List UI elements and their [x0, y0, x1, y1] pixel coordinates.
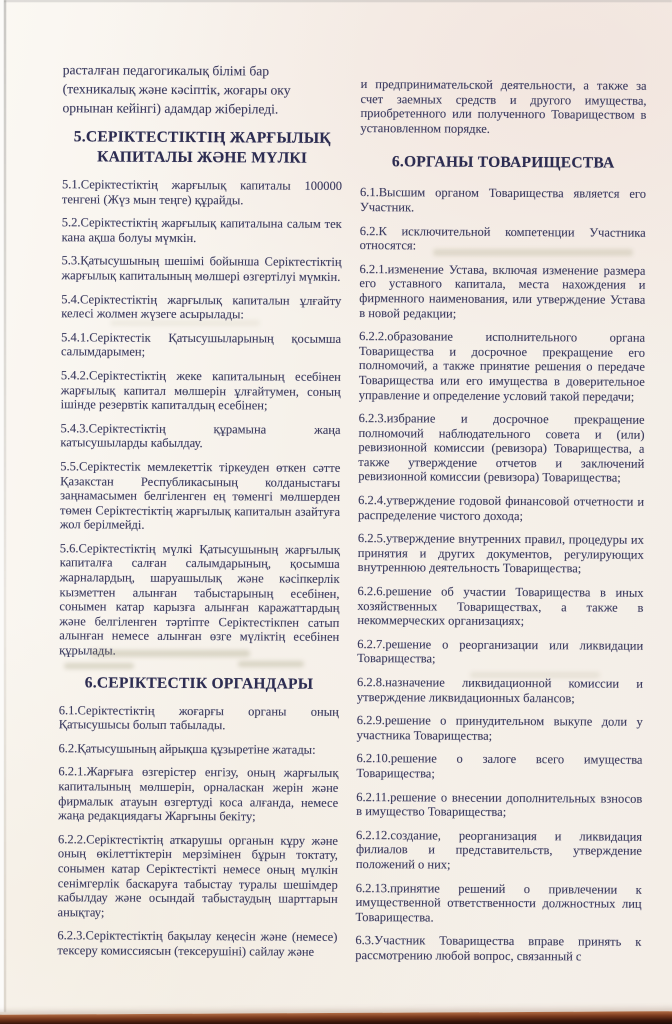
- bleed-through-smudge: [433, 249, 633, 256]
- photo-bottom-edge: [0, 1011, 672, 1024]
- left-column-kazakh: [57, 60, 343, 971]
- paragraph-intro-ru: и предпринимательской деятельности, а также за счет заемных средств и другого имущества, приобретенного или полученного Товариществом в установленном порядке.: [360, 77, 647, 136]
- section-5-heading: 5.СЕРІКТЕСТІКТІҢ ЖАРҒЫЛЫҚ КАПИТАЛЫ ЖӘНЕ МҮЛКІ: [73, 128, 331, 167]
- paragraph-6-2-1-kk: 6.2.1.Жарғыға өзгерістер енгізу, оның жарғылық капиталының мөлшерін, орналаскан жерін және фирмалык атауын өзгертуді коса алғанда, немесе жаңа редакциядағы Жарғыны бекіту;: [58, 764, 339, 824]
- paragraph-6-2-2-kk: 6.2.2.Серіктестіктің аткарушы органын кұру және оның өкілеттіктерін мерзімінен бұрын токтату, сонымен катар Серіктестікті немесе оның мүлкін сенімгерлік баскаруға табыстау туралы шешімдер кабылдау және осындай табыстаудың шарттарын анықтау;: [57, 831, 339, 920]
- paragraph-6-2-13-ru: 6.2.13.принятие решений о привлечении к имущественной ответственности должностных лиц Товарищества.: [355, 880, 642, 925]
- paragraph-6-1-kk: 6.1.Серіктестіктің жоғарғы органы оның Қатысушысы болып табылады.: [58, 702, 339, 733]
- paragraph-6-2-3-kk: 6.2.3.Серіктестіктің бақылау кеңесін және (немесе) тексеру комиссиясын (тексерушіні) сайлау және: [57, 928, 338, 959]
- paragraph-6-2-10-ru: 6.2.10.решение о залоге всего имущества Товарищества;: [356, 751, 643, 781]
- paragraph-5-3: 5.3.Қатысушының шешімі бойынша Серіктестіктің жарғылық капиталының мөлшері өзгертілуі мүмкін.: [61, 253, 342, 284]
- section-6-heading-russian: 6.ОРГАНЫ ТОВАРИЩЕСТВА: [391, 153, 615, 172]
- paragraph-5-2: 5.2.Серіктестіктің жарғылық капиталына салым тек кана ақша болуы мүмкін.: [61, 215, 342, 245]
- paragraph-6-2-5-ru: 6.2.5.утверждение внутренних правил, процедуры их принятия и других документов, регулирующих внутреннюю деятельность Товарищества;: [357, 531, 644, 576]
- page-left-edge: [4, 0, 6, 1012]
- paragraph-6-2-7-ru: 6.2.7.решение о реорганизации или ликвидации Товарищества;: [357, 636, 644, 666]
- paragraph-5-6: 5.6.Серіктестіктің мүлкі Қатысушының жарғылық капиталға салған салымдарының, қосымша жарналардың, шаруашылық және кәсіпкерлік кызметтен алынған табыстарының есебінен, сонымен катар карызға алынған каражаттардың және белгіленген тәртіпте Серіктестікпен сатып алынған немесе алынған өзге мүліктің есебінен құрылады.: [59, 541, 340, 658]
- paragraph-6-2-1-ru: 6.2.1.изменение Устава, включая изменение размера его уставного капитала, места нахождения и фирменного наименования, или утверждение Устава в новой редакции;: [359, 261, 646, 321]
- paragraph-5-5: 5.5.Серіктестік мемлекеттік тіркеуден өткен сәтте Қазакстан Республикасының колданыстағы заңнамасымен белгіленген ең төменгі мөлшерден төмен Серіктестіктің жарғылық капиталын азайтуға жол берілмейді.: [59, 459, 341, 533]
- bleed-through-smudge: [90, 650, 250, 657]
- bleed-through-smudge: [238, 661, 304, 667]
- section-6-heading-kazakh: 6.СЕРІКТЕСТІК ОРГАНДАРЫ: [84, 673, 314, 693]
- paragraph-6-2-3-ru: 6.2.3.избрание и досрочное прекращение полномочий наблюдательного совета и (или) ревизионной комиссии (ревизора) Товарищества, а также утверждение отчетов и заключений ревизионной комиссии (ревизора) Товарищества;: [358, 411, 645, 486]
- paragraph-5-4-2: 5.4.2.Серіктестіктің жеке капиталының есебінен жарғылық капитал мөлшерін ұлғайтумен, соның ішінде резервтік капиталдың есебінен;: [60, 368, 341, 413]
- paragraph-5-4: 5.4.Серіктестіктің жарғылық капиталын ұлғайту келесі жолмен жүзеге асырылады:: [61, 291, 342, 322]
- paragraph-6-2-9-ru: 6.2.9.решение о принудительном выкупе доли у участника Товарищества;: [356, 713, 643, 743]
- paragraph-intro-kk: расталған педагогикалық білімі бар (техникалық және кәсіптік, жоғары оку орнынан кейінгі) адамдар жіберіледі.: [62, 62, 291, 117]
- paragraph-6-2-4-ru: 6.2.4.утверждение годовой финансовой отчетности и распределение чистого дохода;: [357, 493, 645, 523]
- photo-top-edge: [0, 0, 672, 2]
- bleed-through-smudge: [110, 320, 260, 326]
- paragraph-6-1-ru: 6.1.Высшим органом Товарищества является его Участник.: [359, 185, 647, 215]
- paragraph-6-2-6-ru: 6.2.6.решение об участии Товарищества в иных хозяйственных Товариществах, а также в некоммерческих организациях;: [357, 584, 644, 629]
- paragraph-5-4-1: 5.4.1.Серіктестік Қатысушыларының қосымша салымдарымен;: [60, 329, 342, 360]
- paragraph-6-2-2-ru: 6.2.2.образование исполнительного органа Товарищества и досрочное прекращение его полномочий, а также принятие решения о передаче Товарищества или его имущества в доверительное управление и определение условий такой передачи;: [358, 329, 646, 404]
- paragraph-6-3-ru: 6.3.Участник Товарищества вправе принять к рассмотрению любой вопрос, связанный с: [355, 933, 642, 964]
- paragraph-6-2-8-ru: 6.2.8.назначение ликвидационной комиссии и утверждение ликвидационных балансов;: [356, 675, 644, 705]
- paragraph-6-2-11-ru: 6.2.11.решение о внесении дополнительных взносов в имущество Товарищества;: [356, 789, 643, 820]
- bleed-through-smudge: [470, 672, 600, 678]
- paragraph-5-4-3: 5.4.3.Серіктестіктің құрамына жаңа катысушыларды кабылдау.: [60, 420, 341, 451]
- bleed-through-smudge: [64, 663, 134, 669]
- right-column-russian: [355, 62, 647, 973]
- paragraph-6-2-12-ru: 6.2.12.создание, реорганизация и ликвидация филиалов и представительств, утверждение положений о них;: [355, 827, 643, 872]
- paragraph-6-2-ru: 6.2.К исключительной компетенции Участника относятся:: [359, 223, 646, 253]
- paragraph-6-2-kk: 6.2.Қатысушының айрықша құзыретіне жатады:: [58, 741, 316, 757]
- page-content: [57, 60, 647, 973]
- paragraph-5-1: 5.1.Серіктестіктің жарғылық капиталы 100000 тенгені (Жүз мын теңге) құрайды.: [61, 177, 343, 207]
